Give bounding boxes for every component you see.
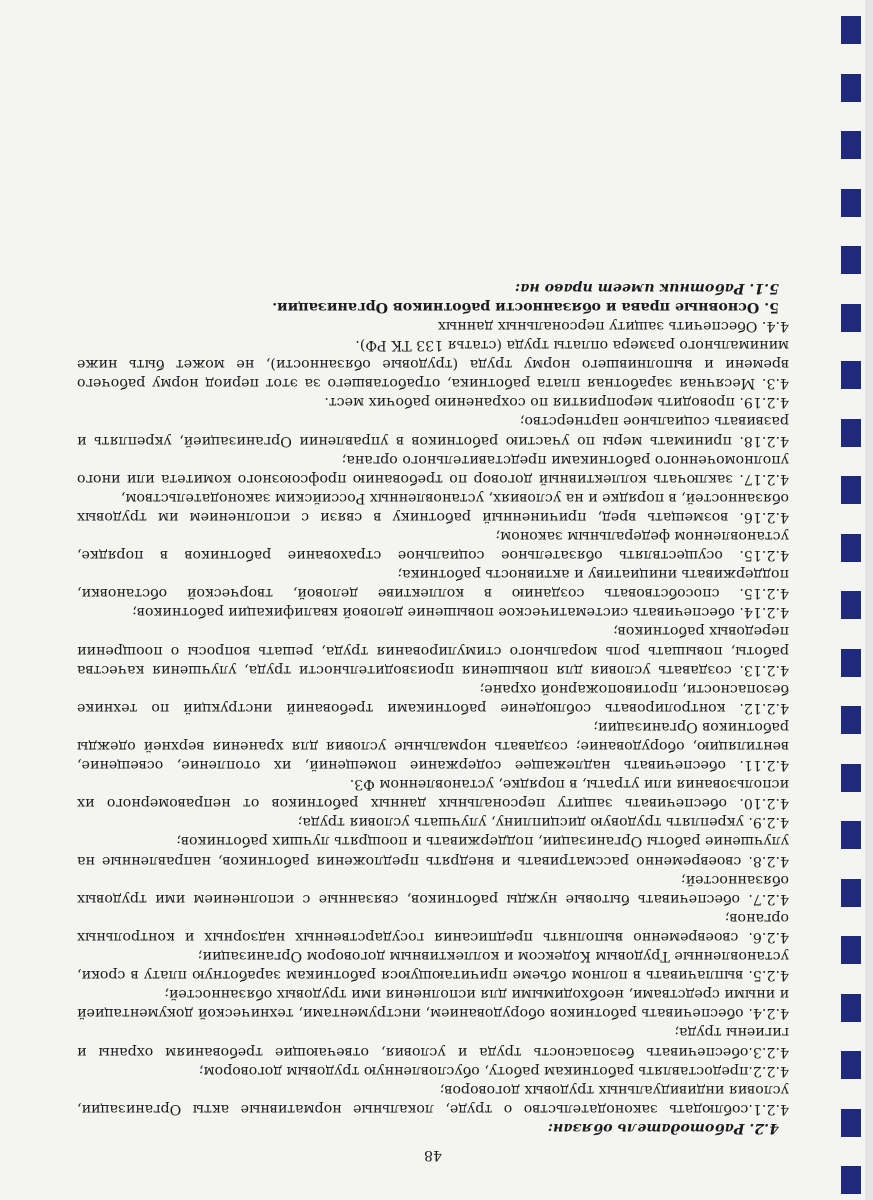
- list-item: 4.2.4. обеспечивать работников оборудованием, инструментами, технической документацией и иными средствами, необходимыми для исполнения ими трудовых обязанностей;: [77, 986, 789, 1022]
- section-heading-4-2: 4.2. Работодатель обязан:: [547, 1119, 779, 1136]
- section-heading-5-1: 5.1. Работник имеет право на:: [514, 279, 779, 296]
- binding-hole-mark: [841, 304, 861, 332]
- binding-hole-mark: [841, 1051, 861, 1079]
- list-item: 4.2.15. способствовать созданию в коллективе деловой, творческой обстановки, поддерживать инициативу и активность работника;: [77, 566, 789, 602]
- list-item: 4.2.15. осуществлять обязательное социальное страхование работников в порядке, установленном федеральным законом;: [77, 528, 789, 564]
- binding-hole-mark: [841, 764, 861, 792]
- binding-marks: [841, 0, 865, 1200]
- list-item: 4.2.1.соблюдать законодательство о труде, локальные нормативные акты Организации, условия индивидуальных трудовых договоров;: [77, 1081, 789, 1117]
- list-item: 4.2.18. принимать меры по участию работников в управлении Организацией, укреплять и развивать социальное партнерство;: [77, 413, 789, 449]
- binding-hole-mark: [841, 74, 861, 102]
- binding-hole-mark: [841, 591, 861, 619]
- binding-hole-mark: [841, 476, 861, 504]
- list-item: 4.2.2.предоставлять работникам работу, обусловленную трудовым договором;: [198, 1062, 789, 1079]
- document-body: [77, 278, 789, 1164]
- list-item: 4.2.10. обеспечивать защиту персональных данных работников от неправомерного их использования или утраты, в порядке, установленном ФЗ.: [77, 776, 789, 812]
- binding-hole-mark: [841, 534, 861, 562]
- list-item: 4.2.14. обеспечивать систематическое повышение деловой квалификации работников;: [132, 604, 789, 621]
- obligations-list: [77, 316, 789, 1118]
- list-item: 4.3. Месячная заработная плата работника, отработавшего за этот период норму рабочего времени и выполнившего норму труда (трудовые обязанности), не может быть ниже минимального размера оплаты труда (статья 133 ТК РФ).: [77, 337, 789, 392]
- binding-hole-mark: [841, 706, 861, 734]
- binding-hole-mark: [841, 131, 861, 159]
- list-item: 4.2.8. своевременно рассматривать и внедрять предложения работников, направленные на улучшение работы Организации, поддерживать и поощрять лучших работников;: [77, 833, 789, 869]
- binding-hole-mark: [841, 821, 861, 849]
- binding-hole-mark: [841, 16, 861, 44]
- list-item: 4.2.9. укреплять трудовую дисциплину, улучшать условия труда;: [297, 814, 789, 831]
- binding-hole-mark: [841, 994, 861, 1022]
- list-item: 4.2.17. заключать коллективный договор по требованию профсоюзного комитета или иного уполномоченного работниками представительного органа;: [77, 451, 789, 487]
- page-number: 48: [423, 1147, 443, 1163]
- binding-hole-mark: [841, 649, 861, 677]
- list-item: 4.2.5. выплачивать в полном объеме причитающуюся работникам заработную плату в сроки, установленные Трудовым Кодексом и коллективным договором Организации;: [77, 948, 789, 984]
- list-item: 4.2.6. своевременно выполнять предписания государственных надзорных и контрольных органов;: [77, 909, 789, 945]
- list-item: 4.2.7. обеспечивать бытовые нужды работников, связанные с исполнением ими трудовых обязанностей;: [77, 871, 789, 907]
- binding-hole-mark: [841, 361, 861, 389]
- binding-hole-mark: [841, 419, 861, 447]
- page-edge: [865, 0, 873, 1200]
- section-heading-5: 5. Основные права и обязанности работников Организации.: [272, 298, 779, 315]
- binding-hole-mark: [841, 936, 861, 964]
- list-item: 4.2.12. контролировать соблюдение работниками требований инструкций по технике безопасности, противопожарной охране;: [77, 680, 789, 716]
- binding-hole-mark: [841, 1166, 861, 1194]
- binding-hole-mark: [841, 189, 861, 217]
- list-item: 4.2.13. создавать условия для повышения производительности труда, улучшения качества работы, повышать роль морального стимулирования труда, решать вопросы о поощрении передовых работников;: [77, 623, 789, 678]
- list-item: 4.4. Обеспечить защиту персональных данных: [437, 317, 789, 334]
- list-item: 4.2.3.обеспечивать безопасность труда и условия, отвечающие требованиям охраны и гигиены труда;: [77, 1024, 789, 1060]
- list-item: 4.2.16. возмещать вред, причиненный работнику в связи с исполнением им трудовых обязанностей, в порядке и на условиях, установленных Российским законодательством,: [77, 489, 789, 525]
- binding-hole-mark: [841, 879, 861, 907]
- binding-hole-mark: [841, 246, 861, 274]
- list-item: 4.2.11. обеспечивать надлежащее содержание помещений, их отопление, освещение, вентиляцию, оборудование; создавать нормальные условия для хранения верхней одежды работников Организации;: [77, 718, 789, 774]
- list-item: 4.2.19. проводить мероприятия по сохранению рабочих мест.: [324, 394, 789, 411]
- binding-hole-mark: [841, 1109, 861, 1137]
